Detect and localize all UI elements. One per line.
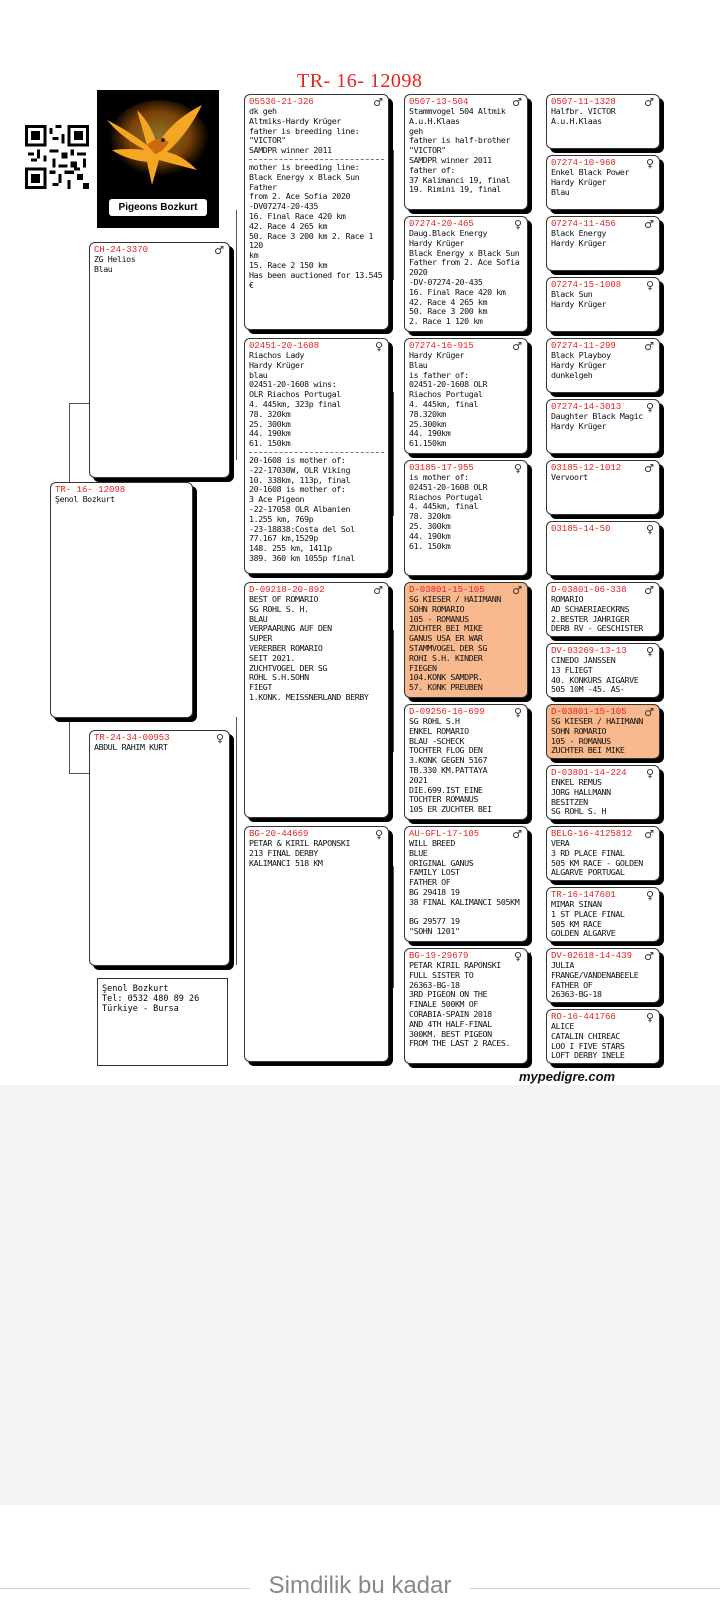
viewer-background [0, 1085, 720, 1505]
pigeon-details: ENKEL REMUS JORG HALLMANN BESITZEN SG ROHL S. H [551, 777, 611, 817]
female-icon: ♀ [215, 732, 224, 745]
ring-number: 07274-11-299 [551, 341, 616, 351]
ancestor-card-ggg5[interactable] [546, 338, 660, 393]
pigeon-details-extra: 20-1608 is mother of: -22-17030W, OLR Viking 10. 338km, 113p, final 20-1608 is mother of: 3 Ace Pigeon -22-17058 OLR Albanien 1.255 km, 769p -23-18838:Costa del Sol 77.167 km,1529p 148. 255 km, 1411p 389. 360 km 1055p final [249, 454, 355, 563]
logo [97, 90, 219, 228]
ring-number: 05536-21-326 [249, 97, 314, 107]
ancestor-card-ggg12[interactable] [546, 765, 660, 820]
female-icon: ♀ [513, 218, 522, 231]
male-icon: ♂ [644, 218, 654, 231]
ancestor-card-g4[interactable] [404, 460, 528, 576]
pedigree-title: TR- 16- 12098 [297, 70, 423, 92]
qr-code [25, 123, 89, 191]
ancestor-card-ggg14[interactable] [546, 887, 660, 942]
logo-label: Pigeons Bozkurt [109, 199, 207, 216]
pigeon-details: PETAR & KIRIL RAPONSKI 213 FINAL DERBY KALIMANCI 518 KM [249, 838, 351, 868]
ring-number: 0507-11-1328 [551, 97, 616, 107]
ring-number: D-03801-14-224 [551, 768, 627, 778]
male-icon: ♂ [512, 340, 522, 353]
female-icon: ♀ [645, 645, 654, 658]
ancestor-card-ggg4[interactable] [546, 277, 660, 332]
ancestor-card-ggg9[interactable] [546, 582, 660, 637]
pigeon-details: Hardy Krüger Blau is father of: 02451-20-1608 OLR Riachos Portugal 4. 445km, final 78.320km 25.300km 44. 190km 61.150km [409, 350, 488, 449]
male-icon: ♂ [644, 96, 654, 109]
pigeon-details: ALICE CATALIN CHIREAC LOO I FIVE STARS LOFT DERBY INELE [551, 1021, 625, 1061]
ring-number: TR-16-147601 [551, 890, 616, 900]
ring-number: CH-24-3370 [94, 245, 149, 255]
ring-number: 07274-10-968 [551, 158, 616, 168]
male-icon: ♂ [512, 96, 522, 109]
ancestor-card-g1[interactable] [404, 94, 528, 210]
female-icon: ♀ [513, 950, 522, 963]
ring-number: RO-16-441766 [551, 1012, 616, 1022]
ring-number: TR- 16- 12098 [55, 485, 126, 495]
ring-number: TR-24-34-00953 [94, 733, 170, 743]
ancestor-card-g3[interactable] [404, 338, 528, 454]
pigeon-details: Daughter Black Magic Hardy Krüger [551, 411, 643, 431]
ring-number: BG-20-44669 [249, 829, 309, 839]
ring-number: 07274-20-465 [409, 219, 474, 229]
female-icon: ♀ [645, 1011, 654, 1024]
end-of-feed-text: Simdilik bu kadar [268, 1572, 452, 1599]
male-icon: ♂ [512, 584, 522, 597]
male-icon: ♂ [373, 96, 383, 109]
contact-box [97, 978, 228, 1066]
ancestor-card-g5[interactable] [404, 582, 528, 698]
pigeon-details: BEST OF ROMARIO SG ROHL S. H. BLAU VERPAARUNG AUF DEN SUPER VERERBER ROMARIO SEIT 2021. ZUCHTVOGEL DER SG ROHL S.H.SOHN FIEGT 1.KONK. MEISSNERLAND BERBY [249, 594, 369, 702]
ring-number: BELG-16-4125812 [551, 829, 633, 839]
pigeon-details: ROMARIO AD SCHAERIAECKRNS 2.BESTER JAHRIGER DERB RV - GESCHISTER [551, 594, 643, 634]
ancestor-card-g6[interactable] [404, 704, 528, 820]
pigeon-details: PETAR KIRIL RAPONSKI FULL SISTER TO 26363-BG-18 3RD PIGEON ON THE FINALE 500KM OF CORABIA-SPAIN 2018 AND 4TH HALF-FINAL 300KM. BEST PIGEON FROM THE LAST 2 RACES. [409, 960, 511, 1049]
ring-number: AU-GFL-17-105 [409, 829, 480, 839]
ring-number: 0507-13-504 [409, 97, 469, 107]
pigeon-details: WILL BREED BLUE ORIGINAL GANUS FAMILY LOST FATHER OF BG 29418 19 38 FINAL KALIMANCI 505KM BG 29577 19 "SOHN 1201" [409, 838, 520, 937]
pigeon-details: SG ROHL S.H ENKEL ROMARIO BLAU -SCHECK TOCHTER FLOG DEN 3.KONK GEGEN 5167 TB.330 KM.PATTAYA 2021 DIE.699.IST EINE TOCHTER ROMANUS 105 ER ZUCHTER BEI [409, 716, 492, 815]
female-icon: ♀ [374, 340, 383, 353]
female-icon: ♀ [513, 462, 522, 475]
pigeon-details: Halfbr. VICTOR A.u.H.Klaas [551, 106, 616, 126]
ancestor-card-ggg3[interactable] [546, 216, 660, 271]
father-card[interactable] [89, 242, 230, 478]
grandparent-card-3[interactable] [244, 582, 389, 818]
ring-number: DV-02618-14-439 [551, 951, 633, 961]
ancestor-card-ggg11[interactable] [546, 704, 660, 759]
pigeon-details: Daug.Black Energy Hardy Krüger Black Energy x Black Sun Father from 2. Ace Sofia 2020 -DV-07274-20-435 16. Final Race 420 km 42. Race 4 265 km 50. Race 3 200 km 2. Race 1 120 km [409, 228, 520, 327]
male-icon: ♂ [214, 244, 224, 257]
pigeon-details: Black Playboy Hardy Krüger dunkelgeh [551, 350, 611, 380]
ring-number: D-03801-15-105 [409, 585, 485, 595]
pigeon-details: SG KIESER / HAIIMANN SOHN ROMARIO 105 - ROMANUS ZUCHTER BEI MIKE [551, 716, 643, 756]
grandparent-card-1[interactable] [244, 94, 389, 330]
pigeon-details: Stammvogel 504 Altmik A.u.H.Klaas geh father is half-brother "VICTOR" SAMDPR winner 2011 father of: 37 Kalimanci 19, final 19. Rimini 19, final [409, 106, 511, 195]
pigeon-details: Black Energy Hardy Krüger [551, 228, 607, 248]
ancestor-card-g7[interactable] [404, 826, 528, 942]
contact-place: Türkiye - Bursa [102, 1004, 179, 1014]
female-icon: ♀ [645, 889, 654, 902]
ring-number: 07274-14-3013 [551, 402, 622, 412]
ancestor-card-ggg7[interactable] [546, 460, 660, 515]
female-icon: ♀ [513, 706, 522, 719]
ancestor-card-ggg6[interactable] [546, 399, 660, 454]
pigeon-details: Enkel Black Power Hardy Krüger Blau [551, 167, 630, 197]
female-icon: ♀ [645, 523, 654, 536]
subject-card[interactable] [50, 482, 193, 718]
ring-number: BG-19-29679 [409, 951, 469, 961]
male-icon: ♂ [644, 462, 654, 475]
ring-number: 03185-17-955 [409, 463, 474, 473]
pigeon-details: SG KIESER / HAIIMANN SOHN ROMARIO 105 - ROMANUS ZUCHTER BEI MIKE GANUS USA ER WAR STAMMVOGEL DER SG ROHI S.H. KINDER FIEGEN 104.KONK SAMDPR. 57. KONK PREUBEN [409, 594, 501, 693]
ring-number: 07274-16-915 [409, 341, 474, 351]
pigeon-details: MIMAR SINAN 1 ST PLACE FINAL 505 KM RACE GOLDEN ALGARVE [551, 899, 625, 939]
pigeon-details: Vervoort [551, 472, 588, 482]
ring-number: D-09218-20-892 [249, 585, 325, 595]
pigeon-details: Riachos Lady Hardy Krüger blau 02451-20-1608 wins: OLR Riachos Portugal 4. 445km, 323p final 78. 320km 25. 300km 44. 190km 61. 150km [249, 350, 341, 449]
female-icon: ♀ [645, 157, 654, 170]
pigeon-details: is mother of: 02451-20-1608 OLR Riachos Portugal 4. 445km, final 78. 320km 25. 300km 44. 190km 61. 150km [409, 472, 488, 551]
ancestor-card-ggg8[interactable] [546, 521, 660, 576]
male-icon: ♂ [644, 584, 654, 597]
eagle-logo-icon [97, 90, 219, 200]
ring-number: D-03801-15-105 [551, 707, 627, 717]
female-icon: ♀ [645, 279, 654, 292]
subject-owner: Şenol Bozkurt [55, 494, 115, 504]
ancestor-card-ggg10[interactable] [546, 643, 660, 698]
ring-number: 03185-12-1012 [551, 463, 622, 473]
pigeon-details: JULIA FRANGE/VANDENABEELE FATHER OF 26363-BG-18 [551, 960, 639, 1000]
grandparent-card-2[interactable] [244, 338, 389, 574]
pigeon-details: Black Sun Hardy Krüger [551, 289, 607, 309]
pigeon-details: ZG Helios Blau [94, 254, 136, 274]
pigeon-details: CINEDO JANSSEN 13 FLIEGT 40. KONKURS AIGARVE 505 10M -45. AS- [551, 655, 639, 695]
pigeon-details: ABDUL RAHIM KURT [94, 742, 168, 752]
ancestor-card-g2[interactable] [404, 216, 528, 332]
brand-watermark: mypedigre.com [519, 1069, 616, 1084]
ring-number: 03185-14-50 [551, 524, 611, 534]
grandparent-card-4[interactable] [244, 826, 389, 1062]
male-icon: ♂ [373, 584, 383, 597]
ring-number: 07274-15-1008 [551, 280, 622, 290]
divider [249, 159, 384, 160]
ancestor-card-ggg15[interactable] [546, 948, 660, 1003]
ring-number: D-03801-06-338 [551, 585, 627, 595]
pigeon-details: VERA 3 RD PLACE FINAL 505 KM RACE - GOLDEN ALGARVE PORTUGAL [551, 838, 643, 878]
male-icon: ♂ [644, 828, 654, 841]
male-icon: ♂ [644, 950, 654, 963]
male-icon: ♂ [644, 706, 654, 719]
ancestor-card-g8[interactable] [404, 948, 528, 1064]
ring-number: D-09256-16-699 [409, 707, 485, 717]
female-icon: ♀ [645, 767, 654, 780]
ancestor-card-ggg13[interactable] [546, 826, 660, 881]
male-icon: ♂ [512, 828, 522, 841]
male-icon: ♂ [644, 340, 654, 353]
female-icon: ♀ [374, 828, 383, 841]
divider [249, 452, 384, 453]
ancestor-card-ggg2[interactable] [546, 155, 660, 210]
ancestor-card-ggg16[interactable] [546, 1009, 660, 1064]
pigeon-details: dk geh Altmiks-Hardy Krüger father is breeding line: "VICTOR" SAMDPR winner 2011 [249, 106, 360, 156]
ring-number: DV-03269-13-13 [551, 646, 627, 656]
pigeon-details-extra: mother is breeding line: Black Energy x Black Sun Father from 2. Ace Sofia 2020 -DV07274-20-435 16. Final Race 420 km 42. Race 4 265 km 50. Race 3 200 km 2. Race 1 120 km 15. Race 2 150 km Has been auctioned for 13.545 € [249, 161, 383, 290]
mother-card[interactable] [89, 730, 230, 966]
contact-phone: Tel: 0532 480 89 26 [102, 994, 200, 1004]
contact-name: Şenol Bozkurt [102, 984, 169, 994]
ring-number: 02451-20-1608 [249, 341, 320, 351]
ancestor-card-ggg1[interactable] [546, 94, 660, 149]
female-icon: ♀ [645, 401, 654, 414]
ring-number: 07274-11-456 [551, 219, 616, 229]
